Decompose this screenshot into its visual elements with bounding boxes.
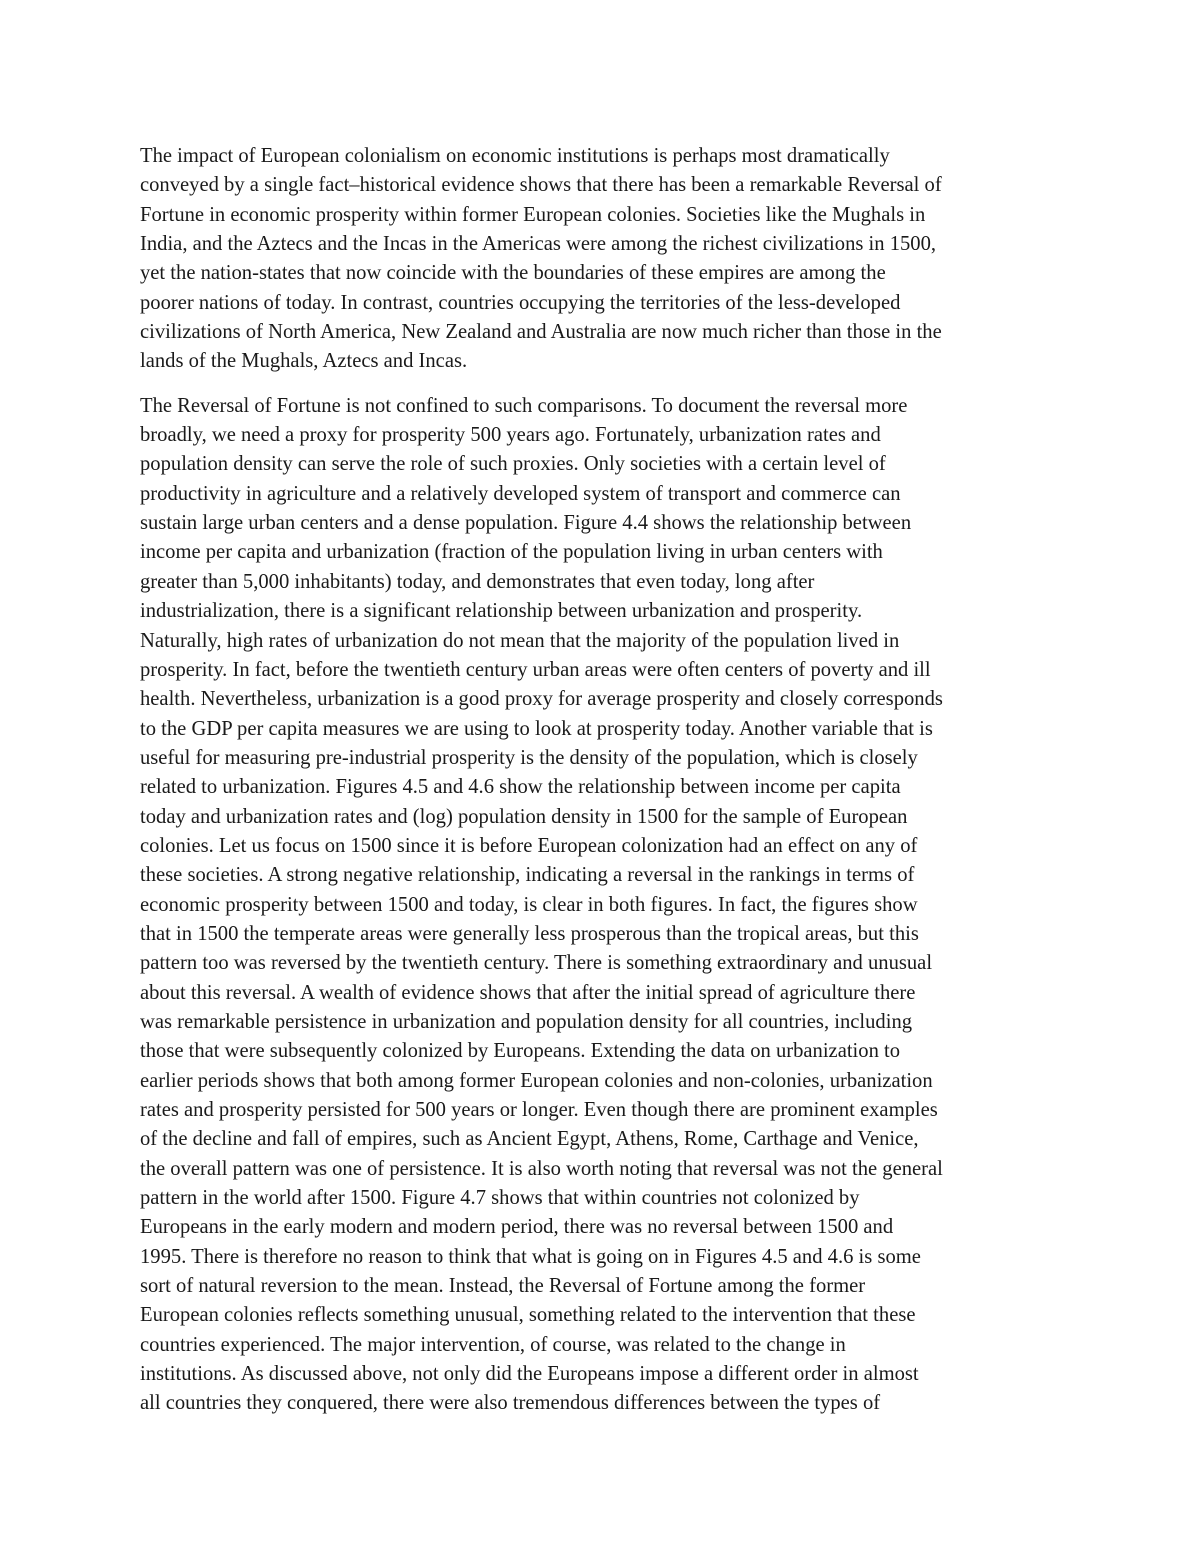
text-line: broadly, we need a proxy for prosperity 500 years ago. Fortunately, urbanization rates and bbox=[140, 424, 881, 447]
text-line: Fortune in economic prosperity within former European colonies. Societies like the Mughals in bbox=[140, 203, 926, 226]
text-line: rates and prosperity persisted for 500 years or longer. Even though there are prominent examples bbox=[140, 1099, 938, 1121]
text-line: greater than 5,000 inhabitants) today, and demonstrates that even today, long after bbox=[140, 570, 815, 593]
text-line: industrialization, there is a significant relationship between urbanization and prosperity. bbox=[140, 600, 863, 623]
text-line: civilizations of North America, New Zealand and Australia are now much richer than those in the bbox=[140, 321, 942, 344]
text-line: institutions. As discussed above, not only did the Europeans impose a different order in almost bbox=[140, 1363, 919, 1386]
text-line: yet the nation-states that now coincide with the boundaries of these empires are among the bbox=[140, 262, 886, 285]
text-line: poorer nations of today. In contrast, countries occupying the territories of the less-developed bbox=[140, 291, 901, 314]
text-line: pattern too was reversed by the twentieth century. There is something extraordinary and unusual bbox=[140, 952, 933, 975]
text-line: conveyed by a single fact–historical evidence shows that there has been a remarkable Reversal of bbox=[140, 174, 942, 197]
text-line: The Reversal of Fortune is not confined to such comparisons. To document the reversal more bbox=[140, 394, 908, 417]
text-line: the overall pattern was one of persistence. It is also worth noting that reversal was not the general bbox=[140, 1157, 943, 1180]
text-line: colonies. Let us focus on 1500 since it is before European colonization had an effect on any of bbox=[140, 834, 918, 857]
text-line: today and urbanization rates and (log) population density in 1500 for the sample of European bbox=[140, 805, 908, 828]
text-line: of the decline and fall of empires, such as Ancient Egypt, Athens, Rome, Carthage and Venice, bbox=[140, 1128, 919, 1151]
text-line: India, and the Aztecs and the Incas in the Americas were among the richest civilizations in 1500, bbox=[140, 233, 937, 256]
text-line: Europeans in the early modern and modern period, there was no reversal between 1500 and bbox=[140, 1216, 894, 1239]
text-line: The impact of European colonialism on economic institutions is perhaps most dramatically bbox=[140, 145, 890, 167]
text-line: sustain large urban centers and a dense population. Figure 4.4 shows the relationship between bbox=[140, 512, 912, 535]
text-line: to the GDP per capita measures we are using to look at prosperity today. Another variable that is bbox=[140, 717, 933, 740]
text-line: sort of natural reversion to the mean. Instead, the Reversal of Fortune among the former bbox=[140, 1275, 866, 1298]
text-line: 1995. There is therefore no reason to think that what is going on in Figures 4.5 and 4.6 is some bbox=[140, 1245, 921, 1268]
text-line: productivity in agriculture and a relatively developed system of transport and commerce can bbox=[140, 482, 901, 505]
text-line: health. Nevertheless, urbanization is a good proxy for average prosperity and closely corresponds bbox=[140, 688, 943, 711]
paragraph-2 bbox=[140, 392, 1065, 1419]
text-line: was remarkable persistence in urbanization and population density for all countries, including bbox=[140, 1010, 913, 1033]
text-line: useful for measuring pre-industrial prosperity is the density of the population, which is closely bbox=[140, 746, 918, 769]
text-line: pattern in the world after 1500. Figure 4.7 shows that within countries not colonized by bbox=[140, 1187, 860, 1210]
text-line: countries experienced. The major intervention, of course, was related to the change in bbox=[140, 1333, 846, 1356]
text-line: Naturally, high rates of urbanization do not mean that the majority of the population lived in bbox=[140, 629, 900, 652]
text-line: these societies. A strong negative relationship, indicating a reversal in the rankings in terms of bbox=[140, 864, 915, 887]
text-line: lands of the Mughals, Aztecs and Incas. bbox=[140, 350, 468, 373]
text-line: earlier periods shows that both among former European colonies and non-colonies, urbanization bbox=[140, 1069, 933, 1092]
text-line: population density can serve the role of such proxies. Only societies with a certain level of bbox=[140, 453, 886, 476]
text-line: European colonies reflects something unusual, something related to the intervention that these bbox=[140, 1304, 916, 1327]
text-line: about this reversal. A wealth of evidence shows that after the initial spread of agriculture there bbox=[140, 981, 916, 1004]
text-line: related to urbanization. Figures 4.5 and 4.6 show the relationship between income per capita bbox=[140, 776, 901, 799]
paragraph-1 bbox=[140, 142, 1065, 377]
text-line: prosperity. In fact, before the twentieth century urban areas were often centers of poverty and ill bbox=[140, 658, 931, 681]
text-line: those that were subsequently colonized by Europeans. Extending the data on urbanization to bbox=[140, 1040, 901, 1063]
text-line: that in 1500 the temperate areas were generally less prosperous than the tropical areas, but this bbox=[140, 922, 919, 945]
text-line: income per capita and urbanization (fraction of the population living in urban centers with bbox=[140, 541, 883, 564]
body-text bbox=[140, 142, 1065, 1434]
text-line: all countries they conquered, there were also tremendous differences between the types of bbox=[140, 1392, 881, 1415]
text-line: economic prosperity between 1500 and today, is clear in both figures. In fact, the figures show bbox=[140, 893, 918, 916]
